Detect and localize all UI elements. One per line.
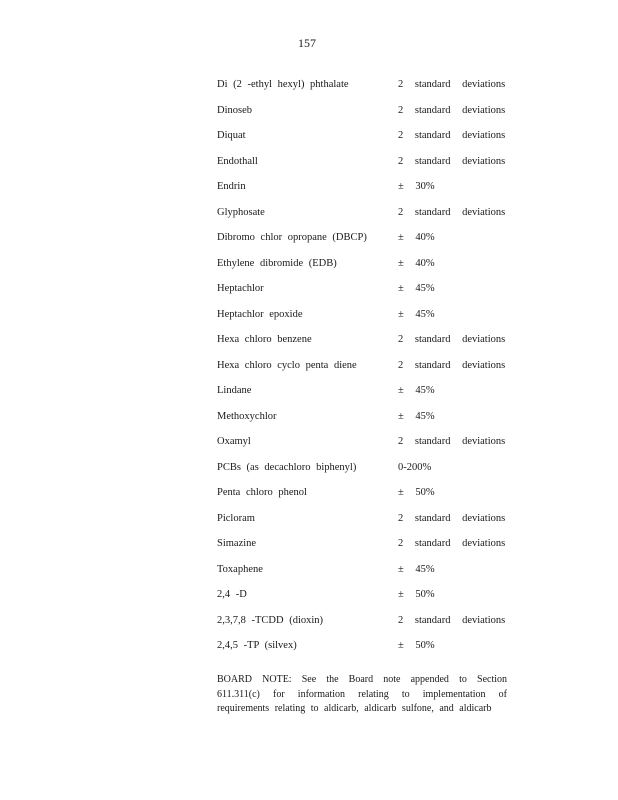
contaminant-name: Hexa chloro cyclo penta diene bbox=[217, 359, 357, 371]
acceptance-limit: 2 standard deviations bbox=[398, 538, 506, 549]
acceptance-limit: ± 45% bbox=[398, 283, 435, 294]
contaminant-name: 2,4 -D bbox=[217, 589, 247, 600]
table-row bbox=[217, 129, 537, 155]
acceptance-limit: ± 50% bbox=[398, 640, 435, 651]
acceptance-limit: 2 standard deviations bbox=[398, 130, 506, 141]
contaminant-name: Simazine bbox=[217, 538, 257, 549]
acceptance-limit: ± 40% bbox=[398, 232, 435, 243]
contaminant-name: Ethylene dibromide (EDB) bbox=[217, 257, 337, 269]
table-row bbox=[217, 410, 537, 436]
table-row bbox=[217, 512, 537, 538]
acceptance-limit: ± 45% bbox=[398, 308, 435, 320]
contaminant-name: Hexa chloro benzene bbox=[217, 334, 312, 345]
contaminant-name: Diquat bbox=[217, 130, 246, 141]
acceptance-limit: ± 50% bbox=[398, 589, 435, 600]
acceptance-limit: 2 standard deviations bbox=[398, 104, 506, 116]
table-row bbox=[217, 461, 537, 487]
acceptance-limit: 2 standard deviations bbox=[398, 155, 506, 167]
table-row bbox=[217, 333, 537, 359]
contaminant-name: Lindane bbox=[217, 385, 252, 396]
acceptance-limit: ± 30% bbox=[398, 181, 435, 192]
table-row bbox=[217, 206, 537, 232]
page-number: 157 bbox=[298, 36, 316, 50]
contaminant-name: Endothall bbox=[217, 155, 258, 167]
acceptance-limit: 2 standard deviations bbox=[398, 206, 506, 218]
acceptance-limit: 2 standard deviations bbox=[398, 614, 506, 626]
contaminant-name: Picloram bbox=[217, 512, 255, 524]
table-row bbox=[217, 155, 537, 181]
acceptance-limit: 2 standard deviations bbox=[398, 79, 506, 90]
contaminant-name: 2,3,7,8 -TCDD (dioxin) bbox=[217, 614, 324, 626]
table-row bbox=[217, 359, 537, 385]
table-row bbox=[217, 435, 537, 461]
acceptance-limit: ± 45% bbox=[398, 410, 435, 422]
acceptance-limit: 2 standard deviations bbox=[398, 512, 506, 524]
contaminant-name: Dinoseb bbox=[217, 104, 252, 116]
contaminant-name: Heptachlor bbox=[217, 283, 264, 294]
table-row bbox=[217, 384, 537, 410]
contaminant-name: Heptachlor epoxide bbox=[217, 308, 303, 320]
acceptance-limit: 2 standard deviations bbox=[398, 436, 506, 447]
contaminant-name: Penta chloro phenol bbox=[217, 487, 307, 498]
board-note: BOARD NOTE: See the Board note appended to Section 611.311(c) for information relating to implementation of requirements relating to aldicarb, aldicarb sulfone, and aldicarb bbox=[217, 674, 507, 714]
contaminant-name: Dibromo chlor opropane (DBCP) bbox=[217, 232, 367, 243]
acceptance-limit: 0-200% bbox=[398, 461, 432, 473]
table-row bbox=[217, 308, 537, 334]
table-row bbox=[217, 537, 537, 563]
acceptance-limit: 2 standard deviations bbox=[398, 334, 506, 345]
contaminant-name: Toxaphene bbox=[217, 563, 263, 575]
acceptance-limit: ± 45% bbox=[398, 385, 435, 396]
contaminant-name: Oxamyl bbox=[217, 436, 251, 447]
contaminant-name: Glyphosate bbox=[217, 206, 265, 218]
table-row bbox=[217, 588, 537, 614]
contaminant-name: 2,4,5 -TP (silvex) bbox=[217, 640, 297, 651]
table-row bbox=[217, 78, 537, 104]
table-row bbox=[217, 231, 537, 257]
contaminant-table bbox=[217, 78, 537, 665]
acceptance-limit: ± 45% bbox=[398, 563, 435, 575]
acceptance-limit: 2 standard deviations bbox=[398, 359, 506, 371]
contaminant-name: Methoxychlor bbox=[217, 410, 277, 422]
contaminant-name: Endrin bbox=[217, 181, 246, 192]
acceptance-limit: ± 40% bbox=[398, 257, 435, 269]
table-row bbox=[217, 614, 537, 640]
table-row bbox=[217, 563, 537, 589]
table-row bbox=[217, 104, 537, 130]
contaminant-name: Di (2 -ethyl hexyl) phthalate bbox=[217, 79, 349, 90]
table-row bbox=[217, 486, 537, 512]
acceptance-limit: ± 50% bbox=[398, 487, 435, 498]
table-row bbox=[217, 639, 537, 665]
contaminant-name: PCBs (as decachloro biphenyl) bbox=[217, 461, 357, 473]
table-row bbox=[217, 257, 537, 283]
table-row bbox=[217, 282, 537, 308]
table-row bbox=[217, 180, 537, 206]
